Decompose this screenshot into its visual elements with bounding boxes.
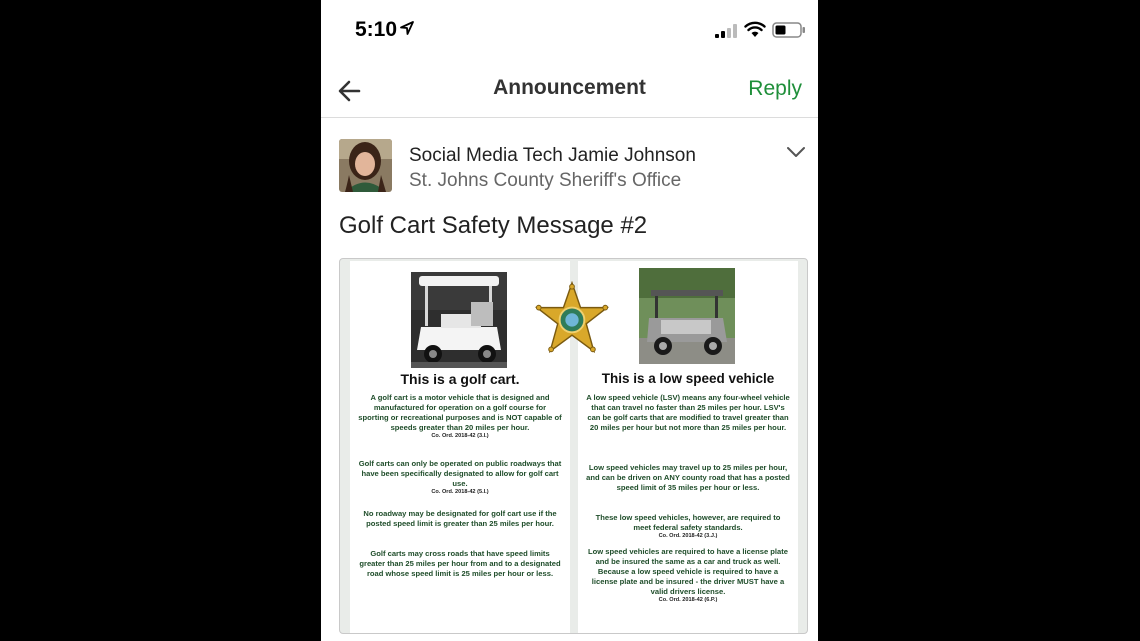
flyer-paragraph [358, 549, 562, 579]
flyer-paragraph [358, 509, 562, 529]
wifi-icon [744, 21, 766, 38]
flyer-paragraph [358, 459, 562, 496]
paragraph-text: Low speed vehicles may travel up to 25 miles per hour, and can be driven on ANY county road that has a posted speed limit of 35 miles per hour or less. [586, 463, 790, 492]
author-organization: St. Johns County Sheriff's Office [409, 170, 682, 191]
low-speed-vehicle-heading: This is a low speed vehicle [601, 371, 775, 386]
low-speed-vehicle-panel [578, 261, 798, 633]
ordinance-ref: Co. Ord. 2018-42 (3.J.) [658, 533, 718, 539]
ordinance-ref: Co. Ord. 2018-42 (5.I.) [431, 489, 489, 495]
location-arrow-icon [399, 20, 415, 36]
flyer-paragraph [358, 393, 562, 440]
ordinance-ref: Co. Ord. 2018-42 (6.P.) [658, 597, 718, 603]
battery-icon [772, 22, 806, 38]
avatar-photo [339, 139, 392, 192]
paragraph-text: A golf cart is a motor vehicle that is designed and manufactured for operation on a golf course for sporting or recreational purposes and is NOT capable of speeds greater than 20 miles per hour. [358, 393, 562, 432]
cellular-signal-icon [715, 24, 739, 38]
author-name[interactable]: Social Media Tech Jamie Johnson [409, 145, 696, 166]
flyer-paragraph [586, 393, 790, 433]
page-title: Announcement [493, 76, 646, 99]
navigation-bar [321, 60, 818, 118]
sheriff-star-badge-icon [533, 281, 611, 357]
flyer-paragraph [586, 547, 790, 604]
paragraph-text: Golf carts can only be operated on public roadways that have been specifically designated to allow for golf cart use. [358, 459, 562, 488]
golf-cart-heading: This is a golf cart. [400, 371, 520, 387]
attached-flyer-image[interactable] [339, 258, 808, 634]
paragraph-text: Low speed vehicles are required to have a license plate and be insured the same as a car and truck as well. Because a low speed vehicle is required to have a license plate and be insured - the driver MUST have a valid drivers license. [587, 547, 789, 596]
reply-button[interactable]: Reply [748, 77, 802, 100]
paragraph-text: Golf carts may cross roads that have speed limits greater than 25 miles per hour from and to a designated road whose speed limit is 25 miles per hour or less. [359, 549, 561, 578]
paragraph-text: A low speed vehicle (LSV) means any four-wheel vehicle that can travel no faster than 25 miles per hour. LSV's can be golf carts that are modified to travel greater than 20 miles per hour but not more than 25 miles per hour. [586, 393, 790, 432]
flyer-paragraph [586, 463, 790, 493]
chevron-down-icon[interactable] [787, 145, 805, 159]
low-speed-vehicle-photo [639, 268, 735, 364]
paragraph-text: These low speed vehicles, however, are required to meet federal safety standards. [595, 513, 781, 532]
status-bar [321, 0, 818, 60]
message-title: Golf Cart Safety Message #2 [339, 212, 648, 239]
flyer-paragraph [586, 513, 790, 540]
author-avatar[interactable] [339, 139, 392, 192]
ordinance-ref: Co. Ord. 2018-42 (3.I.) [431, 433, 489, 439]
status-time: 5:10 [355, 18, 398, 41]
phone-screen [321, 0, 818, 641]
paragraph-text: No roadway may be designated for golf cart use if the posted speed limit is greater than 25 miles per hour. [363, 509, 557, 528]
golf-cart-photo [411, 272, 507, 368]
